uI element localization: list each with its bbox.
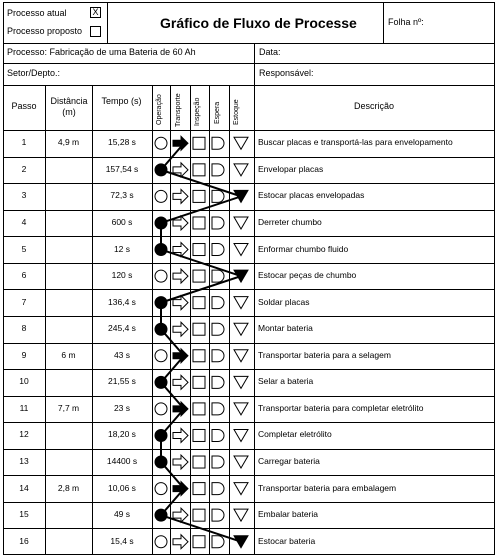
step-description: Transportar bateria para a selagem xyxy=(258,349,391,360)
step-time: 72,3 s xyxy=(110,190,134,201)
step-time: 49 s xyxy=(113,509,131,520)
operation-marker xyxy=(155,376,167,388)
square-icon xyxy=(193,376,205,388)
circle-icon xyxy=(155,137,167,149)
date-label: Data: xyxy=(259,47,281,57)
d-shape-icon xyxy=(212,483,224,495)
operation-marker xyxy=(155,456,167,468)
triangle-icon xyxy=(234,323,248,335)
operation-marker xyxy=(155,323,167,335)
triangle-icon xyxy=(234,297,248,309)
step-description: Estocar bateria xyxy=(258,535,316,546)
column-time: Tempo (s) xyxy=(101,96,142,106)
triangle-icon xyxy=(234,164,248,176)
step-description: Envelopar placas xyxy=(258,163,324,174)
step-number: 16 xyxy=(19,535,29,546)
step-number: 4 xyxy=(21,216,27,227)
d-shape-icon xyxy=(212,164,224,176)
arrow-icon xyxy=(173,375,188,389)
d-shape-icon xyxy=(212,403,224,415)
square-icon xyxy=(193,536,205,548)
responsible-label: Responsável: xyxy=(259,68,314,78)
step-time: 157,54 s xyxy=(105,163,139,174)
step-number: 12 xyxy=(19,429,29,440)
square-icon xyxy=(193,456,205,468)
step-number: 11 xyxy=(19,402,29,413)
step-time: 21,55 s xyxy=(108,376,136,387)
d-shape-icon xyxy=(212,244,224,256)
circle-icon xyxy=(155,536,167,548)
arrow-icon xyxy=(173,269,188,283)
step-time: 245,4 s xyxy=(108,323,136,334)
step-description: Estocar peças de chumbo xyxy=(258,270,357,281)
square-icon xyxy=(193,403,205,415)
arrow-icon xyxy=(173,189,188,203)
column-step: Passo xyxy=(11,101,37,111)
d-shape-icon xyxy=(212,217,224,229)
form-title: Gráfico de Fluxo de Processe xyxy=(160,15,357,31)
operation-marker xyxy=(155,217,167,229)
arrow-icon xyxy=(173,322,188,336)
step-number: 3 xyxy=(21,190,27,201)
process-name: Processo: Fabricação de uma Bateria de 60 Ah xyxy=(7,47,196,57)
d-shape-icon xyxy=(212,509,224,521)
column-distance: Distância (m) xyxy=(50,96,88,117)
step-description: Enformar chumbo fluido xyxy=(258,243,349,254)
step-description: Embalar bateria xyxy=(258,509,319,520)
triangle-icon xyxy=(234,403,248,415)
step-description: Derreter chumbo xyxy=(258,216,322,227)
d-shape-icon xyxy=(212,429,224,441)
step-number: 7 xyxy=(21,296,27,307)
step-description: Completar eletrólito xyxy=(258,429,332,440)
column-transport: Transporte xyxy=(175,93,182,127)
step-time: 15,28 s xyxy=(108,137,136,148)
triangle-icon xyxy=(234,429,248,441)
current-process-checkbox[interactable]: X xyxy=(90,7,101,18)
circle-icon xyxy=(155,403,167,415)
step-number: 5 xyxy=(21,243,27,254)
triangle-icon xyxy=(234,217,248,229)
operation-marker xyxy=(155,509,167,521)
square-icon xyxy=(193,429,205,441)
square-icon xyxy=(193,164,205,176)
flow-line xyxy=(161,143,241,541)
triangle-icon xyxy=(234,376,248,388)
column-wait: Espera xyxy=(214,101,221,124)
d-shape-icon xyxy=(212,350,224,362)
step-time: 43 s xyxy=(113,349,131,360)
square-icon xyxy=(193,244,205,256)
proposed-process-label: Processo proposto xyxy=(7,26,83,36)
d-shape-icon xyxy=(212,456,224,468)
square-icon xyxy=(193,217,205,229)
step-description: Carregar bateria xyxy=(258,456,320,467)
triangle-icon xyxy=(234,350,248,362)
circle-icon xyxy=(155,270,167,282)
step-time: 15,4 s xyxy=(110,535,134,546)
triangle-icon xyxy=(234,456,248,468)
step-distance: 4,9 m xyxy=(57,137,80,148)
step-number: 1 xyxy=(21,137,27,148)
step-description: Buscar placas e transportá-las para envelopamento xyxy=(258,137,453,148)
storage-marker xyxy=(234,190,248,202)
d-shape-icon xyxy=(212,323,224,335)
step-time: 23 s xyxy=(113,402,131,413)
step-description: Transportar bateria para completar eletrólito xyxy=(258,402,424,413)
step-number: 13 xyxy=(19,456,29,467)
square-icon xyxy=(193,137,205,149)
d-shape-icon xyxy=(212,536,224,548)
storage-marker xyxy=(234,270,248,282)
step-number: 2 xyxy=(21,163,27,174)
square-icon xyxy=(193,270,205,282)
step-description: Selar a bateria xyxy=(258,376,314,387)
step-time: 18,20 s xyxy=(108,429,136,440)
square-icon xyxy=(193,297,205,309)
circle-icon xyxy=(155,190,167,202)
sheet-number-label: Folha nº: xyxy=(388,17,424,27)
arrow-icon xyxy=(173,428,188,442)
step-description: Montar bateria xyxy=(258,323,313,334)
square-icon xyxy=(193,483,205,495)
step-time: 136,4 s xyxy=(108,296,136,307)
step-number: 15 xyxy=(19,509,29,520)
sector-label: Setor/Depto.: xyxy=(7,68,61,78)
step-number: 10 xyxy=(19,376,29,387)
square-icon xyxy=(193,190,205,202)
step-time: 12 s xyxy=(113,243,131,254)
step-time: 120 s xyxy=(111,270,133,281)
step-description: Transportar bateria para embalagem xyxy=(258,482,397,493)
column-inspection: Inspeção xyxy=(194,97,201,126)
d-shape-icon xyxy=(212,190,224,202)
column-operation: Operação xyxy=(156,94,163,125)
storage-marker xyxy=(234,536,248,548)
step-time: 600 s xyxy=(111,216,133,227)
d-shape-icon xyxy=(212,270,224,282)
step-distance: 6 m xyxy=(61,349,76,360)
step-description: Estocar placas envelopadas xyxy=(258,190,365,201)
step-distance: 2,8 m xyxy=(57,482,80,493)
triangle-icon xyxy=(234,137,248,149)
column-storage: Estoque xyxy=(233,99,240,125)
column-description: Descrição xyxy=(353,101,394,111)
step-description: Soldar placas xyxy=(258,296,310,307)
triangle-icon xyxy=(234,244,248,256)
step-number: 8 xyxy=(21,323,27,334)
arrow-icon xyxy=(173,535,188,549)
operation-marker xyxy=(155,297,167,309)
square-icon xyxy=(193,323,205,335)
step-time: 10,06 s xyxy=(108,482,136,493)
d-shape-icon xyxy=(212,376,224,388)
square-icon xyxy=(193,509,205,521)
step-time: 14400 s xyxy=(106,456,138,467)
circle-icon xyxy=(155,350,167,362)
operation-marker xyxy=(155,244,167,256)
step-number: 6 xyxy=(21,270,27,281)
step-distance: 7,7 m xyxy=(57,402,80,413)
step-number: 9 xyxy=(21,349,27,360)
square-icon xyxy=(193,350,205,362)
circle-icon xyxy=(155,483,167,495)
d-shape-icon xyxy=(212,137,224,149)
arrow-icon xyxy=(173,455,188,469)
operation-marker xyxy=(155,164,167,176)
triangle-icon xyxy=(234,509,248,521)
operation-marker xyxy=(155,429,167,441)
current-process-label: Processo atual xyxy=(7,8,67,18)
step-number: 14 xyxy=(19,482,29,493)
d-shape-icon xyxy=(212,297,224,309)
triangle-icon xyxy=(234,483,248,495)
